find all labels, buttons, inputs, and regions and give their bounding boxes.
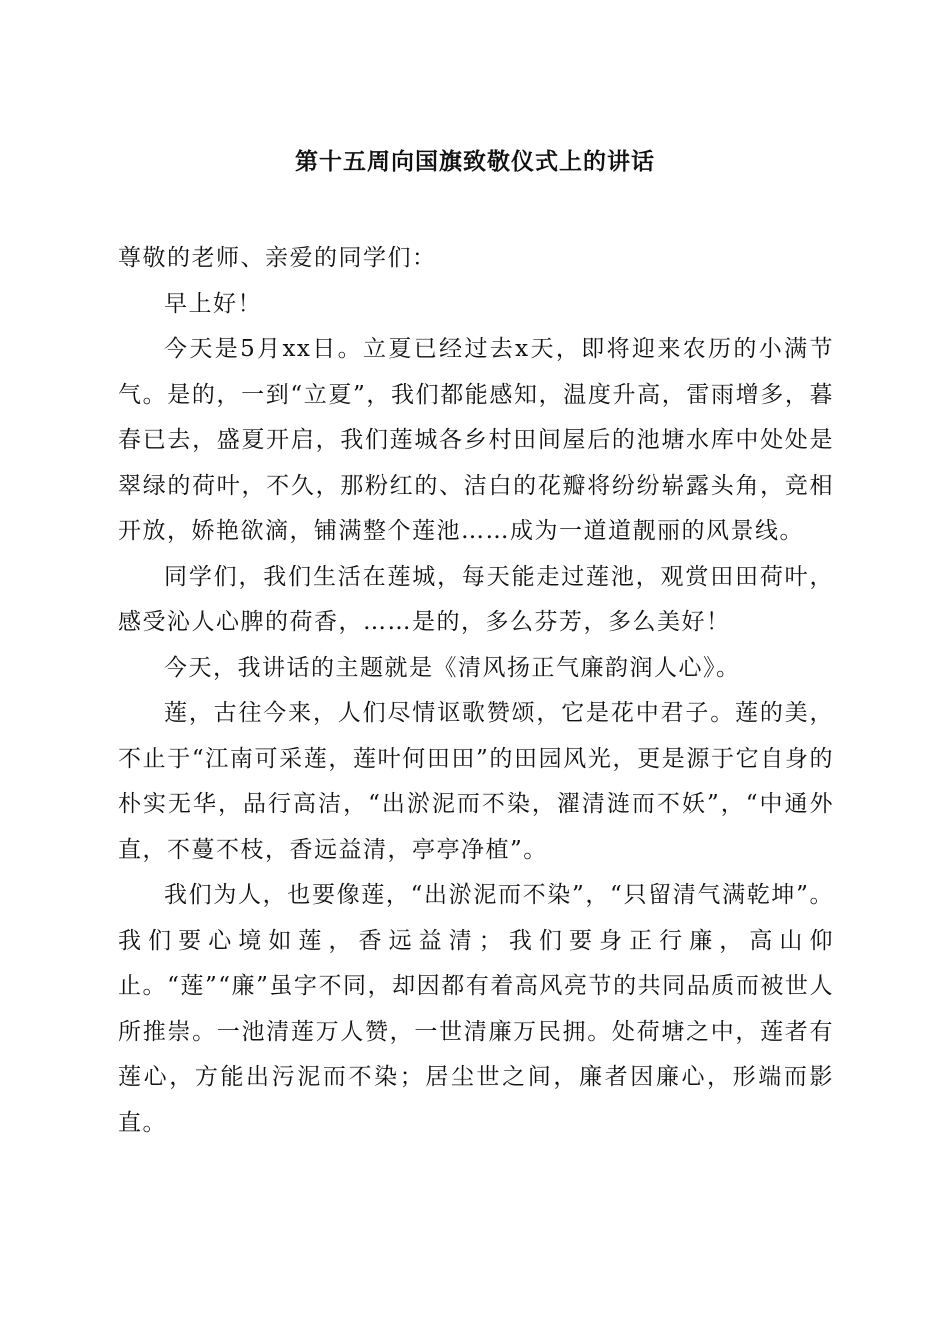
paragraph-theme: 今天，我讲话的主题就是《清风扬正气廉韵润人心》。 — [164, 654, 741, 681]
paragraph-lotus-praise: 莲，古往今来，人们尽情讴歌赞颂，它是花中君子。莲的美，不止于“江南可采莲，莲叶何田田”的田园风光，更是源于它自身的朴实无华，品行高洁，“出淤泥而不染，濯清涟而不妖”，“中通外直，不蔓不枝，香远益清，亭亭净植”。 — [118, 700, 834, 863]
paragraph-integrity: 我们为人，也要像莲，“出淤泥而不染”，“只留清气满乾坤”。我们要心境如莲，香远益清；我们要身正行廉，高山仰止。“莲”“廉”虽字不同，却因都有着高风亮节的共同品质而被世人所推崇。一池清莲万人赞，一世清廉万民拥。处荷塘之中，莲者有莲心，方能出污泥而不染；居尘世之间，廉者因廉心，形端而影直。 — [118, 882, 834, 1136]
paragraph-season: 今天是5月xx日。立夏已经过去x天，即将迎来农历的小满节气。是的，一到“立夏”，我们都能感知，温度升高，雷雨增多，暮春已去，盛夏开启，我们莲城各乡村田间屋后的池塘水库中处处是翠绿的荷叶，不久，那粉红的、洁白的花瓣将纷纷崭露头角，竞相开放，娇艳欲滴，铺满整个莲池……成为一道道靓丽的风景线。 — [118, 336, 834, 544]
paragraph-greeting: 早上好！ — [164, 290, 262, 317]
document-title: 第十五周向国旗致敬仪式上的讲话 — [295, 148, 655, 175]
paragraph-lotus-city: 同学们，我们生活在莲城，每天能走过莲池，观赏田田荷叶，感受沁人心脾的荷香，……是的，多么芬芳，多么美好！ — [118, 563, 834, 635]
salutation: 尊敬的老师、亲爱的同学们： — [118, 245, 437, 271]
document-body — [118, 236, 834, 1146]
